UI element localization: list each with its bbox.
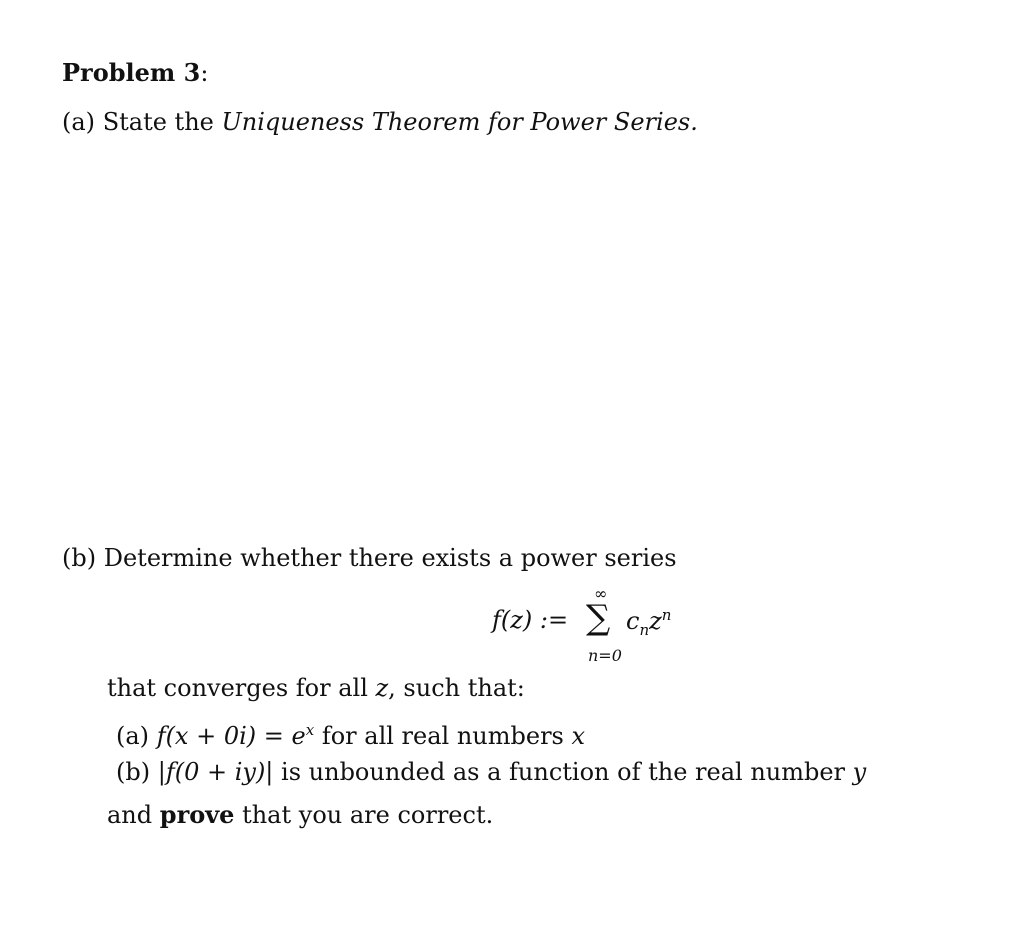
formula-sigma: ∑	[586, 598, 611, 638]
converges-post: , such that:	[388, 674, 525, 702]
formula-coef-sub: n	[639, 620, 650, 639]
formula-coef: c	[626, 607, 640, 635]
problem-title	[62, 58, 208, 88]
problem-title-text: Problem 3	[62, 58, 201, 87]
converges-line	[107, 673, 525, 703]
part-a-emphasis: Uniqueness Theorem for Power Series.	[221, 108, 698, 136]
part-a-text: State the	[102, 108, 214, 136]
condition-b-var: y	[852, 758, 867, 786]
closing-bold: prove	[159, 800, 235, 829]
condition-b-label: (b)	[116, 758, 151, 786]
formula-lower-limit: n=0	[588, 646, 622, 665]
power-series-formula	[492, 584, 712, 668]
closing-pre: and	[107, 801, 153, 829]
converges-pre: that converges for all	[107, 674, 368, 702]
closing-post: that you are correct.	[242, 801, 494, 829]
condition-a-var: x	[571, 722, 586, 750]
part-a	[62, 107, 698, 137]
problem-title-colon: :	[200, 59, 209, 87]
condition-a-label: (a)	[116, 722, 150, 750]
closing-line	[107, 800, 493, 830]
converges-var: z	[375, 674, 389, 702]
part-a-label: (a)	[62, 108, 96, 136]
condition-b-math: |f(0 + iy)|	[157, 758, 274, 786]
condition-b	[116, 757, 866, 787]
condition-a-text: for all real numbers	[321, 722, 564, 750]
condition-a-math: f(x + 0i) = e	[156, 722, 306, 750]
formula-var: z	[649, 607, 662, 635]
condition-a	[116, 715, 585, 751]
formula-upper-limit: ∞	[594, 584, 608, 603]
part-b-label: (b)	[62, 544, 97, 572]
condition-a-math-sup: x	[305, 721, 315, 739]
part-b	[62, 543, 677, 573]
formula-term	[626, 606, 671, 639]
formula-lhs: f(z) :=	[492, 606, 569, 634]
part-b-text: Determine whether there exists a power series	[103, 544, 677, 572]
condition-b-text: is unbounded as a function of the real number	[281, 758, 846, 786]
formula-var-sup: n	[661, 606, 672, 624]
